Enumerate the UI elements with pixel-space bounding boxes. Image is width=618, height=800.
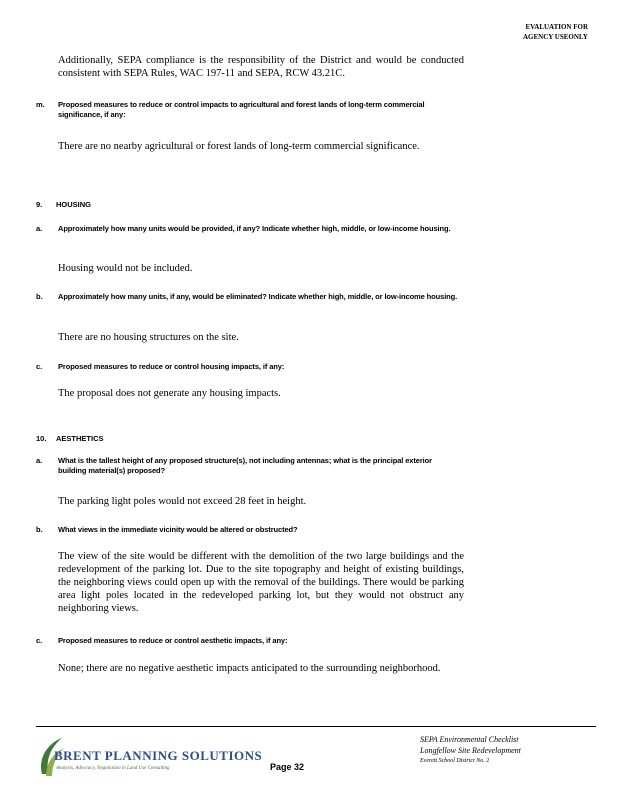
answer-10b: The view of the site would be different with the demolition of the two large buildings and the redevelopment of the parking lot. Due to the site topography and height of existing buildings, the neighboring views could open up with the removal of the buildings. There would be parking area light poles located in the redeveloped parking lot, but they would not obstruct any neighboring views.	[58, 551, 464, 614]
answer-10a: The parking light poles would not exceed 28 feet in height.	[58, 496, 307, 507]
question-text: Proposed measures to reduce or control housing impacts, if any:	[58, 362, 285, 371]
section-title-text: AESTHETICS	[56, 434, 104, 443]
brent-planning-logo	[36, 734, 263, 786]
question-letter: c.	[36, 362, 43, 371]
question-text: Proposed measures to reduce or control aesthetic impacts, if any:	[58, 636, 288, 645]
answer-m: There are no nearby agricultural or forest lands of long-term commercial significance.	[58, 141, 420, 152]
agency-evaluation-header	[488, 22, 588, 42]
question-letter: b.	[36, 525, 43, 534]
document-footer-info	[420, 734, 590, 767]
answer-9c: The proposal does not generate any housing impacts.	[58, 388, 281, 399]
section-aesthetics-title	[36, 434, 336, 444]
section-housing-title	[36, 200, 336, 210]
question-text: Approximately how many units, if any, would be eliminated? Indicate whether high, middle, or low-income housing.	[58, 292, 458, 301]
question-letter: b.	[36, 292, 43, 301]
question-letter: c.	[36, 636, 43, 645]
question-text: What is the tallest height of any proposed structure(s), not including antennas; what is the principal exterior building material(s) proposed?	[58, 456, 432, 475]
question-text: Proposed measures to reduce or control impacts to agricultural and forest lands of long-term commercial significance, if any:	[58, 100, 425, 119]
question-letter: a.	[36, 224, 43, 233]
page-number: Page 32	[270, 762, 305, 772]
answer-10c: None; there are no negative aesthetic impacts anticipated to the surrounding neighborhood.	[58, 663, 441, 674]
question-text: Approximately how many units would be provided, if any? Indicate whether high, middle, or low-income housing.	[58, 224, 451, 233]
answer-9a: Housing would not be included.	[58, 263, 193, 274]
footer-district-name: Everett School District No. 2	[420, 758, 490, 764]
question-letter: m.	[36, 100, 45, 109]
intro-paragraph: Additionally, SEPA compliance is the responsibility of the District and would be conducted consistent with SEPA Rules, WAC 197-11 and SEPA, RCW 43.21C.	[58, 55, 464, 79]
section-number: 9.	[36, 200, 43, 209]
footer-project-name: Longfellow Site Redevelopment	[420, 746, 521, 755]
eval-header-line2: AGENCY USEONLY	[522, 33, 588, 41]
section-number: 10.	[36, 434, 47, 443]
eval-header-line1: EVALUATION FOR	[525, 23, 588, 31]
answer-9b: There are no housing structures on the site.	[58, 332, 239, 343]
question-letter: a.	[36, 456, 43, 465]
section-title-text: HOUSING	[56, 200, 92, 209]
logo-company-name: BRENT PLANNING SOLUTIONS	[54, 748, 263, 763]
logo-tagline: Analysis, Advocacy, Negotiation in Land Use Consulting	[56, 766, 170, 771]
footer-divider	[36, 726, 596, 727]
question-text: What views in the immediate vicinity would be altered or obstructed?	[58, 525, 298, 534]
footer-doc-title: SEPA Environmental Checklist	[420, 735, 519, 744]
